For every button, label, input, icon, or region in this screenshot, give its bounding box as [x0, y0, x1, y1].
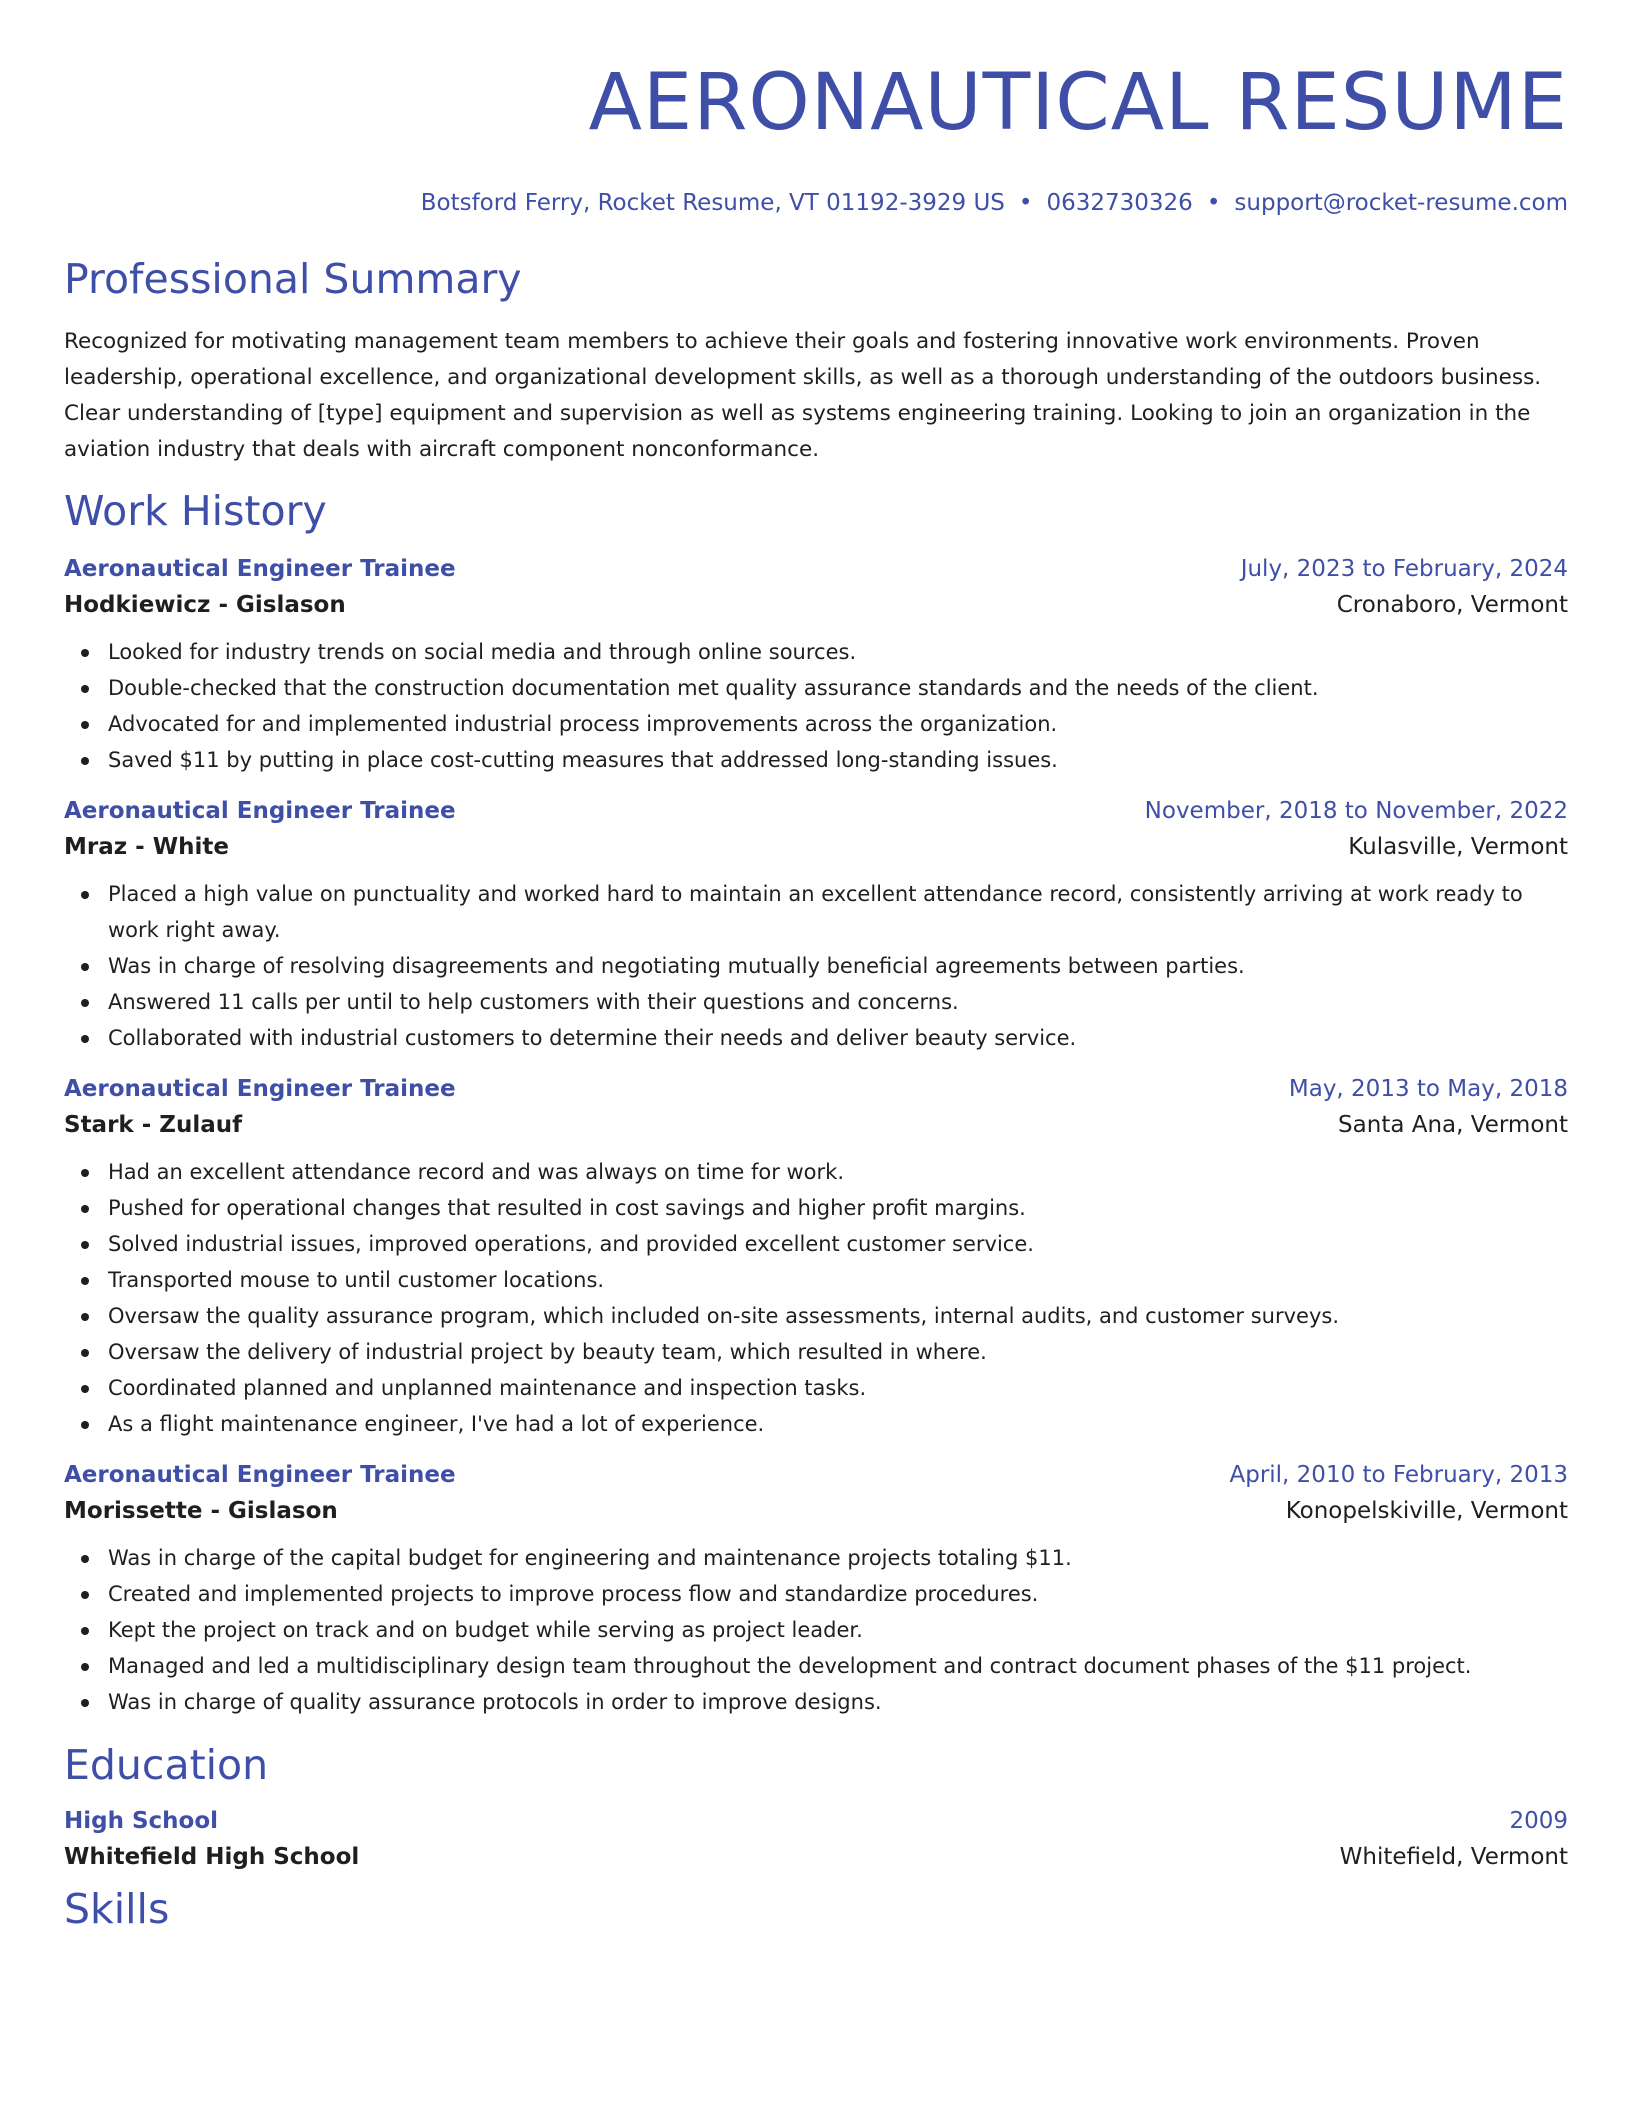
bullet-item: Was in charge of quality assurance protocols in order to improve designs.	[108, 1684, 1568, 1720]
bullet-item: Created and implemented projects to improve process flow and standardize procedures.	[108, 1576, 1568, 1612]
bullet-item: Answered 11 calls per until to help customers with their questions and concerns.	[108, 984, 1568, 1020]
job-dates: April, 2010 to February, 2013	[1229, 1462, 1568, 1488]
bullet-item: Pushed for operational changes that resulted in cost savings and higher profit margins.	[108, 1190, 1568, 1226]
bullet-item: Transported mouse to until customer locations.	[108, 1262, 1568, 1298]
contact-address: Botsford Ferry, Rocket Resume, VT 01192-3929 US	[420, 190, 1005, 216]
job-employer: Hodkiewicz - Gislason	[64, 592, 346, 618]
bullet-item: Oversaw the delivery of industrial project by beauty team, which resulted in where.	[108, 1334, 1568, 1370]
job-dates: May, 2013 to May, 2018	[1288, 1076, 1568, 1102]
bullet-item: Collaborated with industrial customers to determine their needs and deliver beauty service.	[108, 1020, 1568, 1056]
bullet-item: Advocated for and implemented industrial process improvements across the organization.	[108, 706, 1568, 742]
job-title: Aeronautical Engineer Trainee	[64, 1076, 456, 1102]
section-title-skills: Skills	[64, 1885, 170, 1933]
job-entry	[64, 1076, 1568, 1442]
job-bullets	[64, 1540, 1568, 1720]
resume-page	[64, 0, 1568, 1934]
job-title: Aeronautical Engineer Trainee	[64, 556, 456, 582]
contact-phone: 0632730326	[1046, 190, 1193, 216]
job-dates: November, 2018 to November, 2022	[1144, 798, 1568, 824]
education-school: Whitefield High School	[64, 1844, 360, 1870]
bullet-item: Kept the project on track and on budget while serving as project leader.	[108, 1612, 1568, 1648]
section-title-work-history: Work History	[64, 487, 327, 535]
job-location: Cronaboro, Vermont	[1336, 592, 1568, 618]
bullet-item: Looked for industry trends on social media and through online sources.	[108, 634, 1568, 670]
resume-title: AERONAUTICAL RESUME	[588, 58, 1568, 148]
bullet-item: Oversaw the quality assurance program, which included on-site assessments, internal audits, and customer surveys.	[108, 1298, 1568, 1334]
job-bullets	[64, 876, 1568, 1056]
bullet-item: Was in charge of the capital budget for engineering and maintenance projects totaling $11.	[108, 1540, 1568, 1576]
education-location: Whitefield, Vermont	[1339, 1844, 1568, 1870]
summary-text: Recognized for motivating management team members to achieve their goals and fostering innovative work environments. Proven leadership, operational excellence, and organizational development skills, as well as a thorough understanding of the outdoors business. Clear understanding of [type] equipment and supervision as well as systems engineering training. Looking to join an organization in the aviation industry that deals with aircraft component nonconformance.	[64, 329, 1542, 462]
job-location: Santa Ana, Vermont	[1338, 1112, 1568, 1138]
bullet-item: Managed and led a multidisciplinary design team throughout the development and contract document phases of the $11 project.	[108, 1648, 1568, 1684]
job-bullets	[64, 1154, 1568, 1442]
job-location: Kulasville, Vermont	[1348, 834, 1568, 860]
education-degree: High School	[64, 1808, 219, 1834]
education-entry	[64, 1808, 1568, 1870]
bullet-item: Had an excellent attendance record and was always on time for work.	[108, 1154, 1568, 1190]
bullet-item: Coordinated planned and unplanned maintenance and inspection tasks.	[108, 1370, 1568, 1406]
bullet-item: Saved $11 by putting in place cost-cutting measures that addressed long-standing issues.	[108, 742, 1568, 778]
bullet-item: Double-checked that the construction documentation met quality assurance standards and the needs of the client.	[108, 670, 1568, 706]
job-employer: Mraz - White	[64, 834, 229, 860]
contact-email[interactable]: support@rocket-resume.com	[1234, 190, 1568, 216]
section-title-summary: Professional Summary	[64, 255, 522, 303]
job-title: Aeronautical Engineer Trainee	[64, 798, 456, 824]
section-title-education: Education	[64, 1741, 269, 1789]
job-entry	[64, 556, 1568, 778]
job-title: Aeronautical Engineer Trainee	[64, 1462, 456, 1488]
job-entry	[64, 1462, 1568, 1720]
job-employer: Morissette - Gislason	[64, 1498, 338, 1524]
job-location: Konopelskiville, Vermont	[1285, 1498, 1568, 1524]
job-bullets	[64, 634, 1568, 778]
bullet-item: Solved industrial issues, improved operations, and provided excellent customer service.	[108, 1226, 1568, 1262]
bullet-item: As a flight maintenance engineer, I've had a lot of experience.	[108, 1406, 1568, 1442]
job-dates: July, 2023 to February, 2024	[1240, 556, 1568, 582]
bullet-item: Was in charge of resolving disagreements and negotiating mutually beneficial agreements between parties.	[108, 948, 1568, 984]
contact-separator: •	[1018, 190, 1033, 216]
job-employer: Stark - Zulauf	[64, 1112, 243, 1138]
education-year: 2009	[1509, 1808, 1568, 1834]
bullet-item: Placed a high value on punctuality and worked hard to maintain an excellent attendance record, consistently arriving at work ready to work right away.	[108, 876, 1568, 948]
job-entry	[64, 798, 1568, 1056]
contact-line	[64, 190, 1568, 216]
contact-separator: •	[1206, 190, 1221, 216]
